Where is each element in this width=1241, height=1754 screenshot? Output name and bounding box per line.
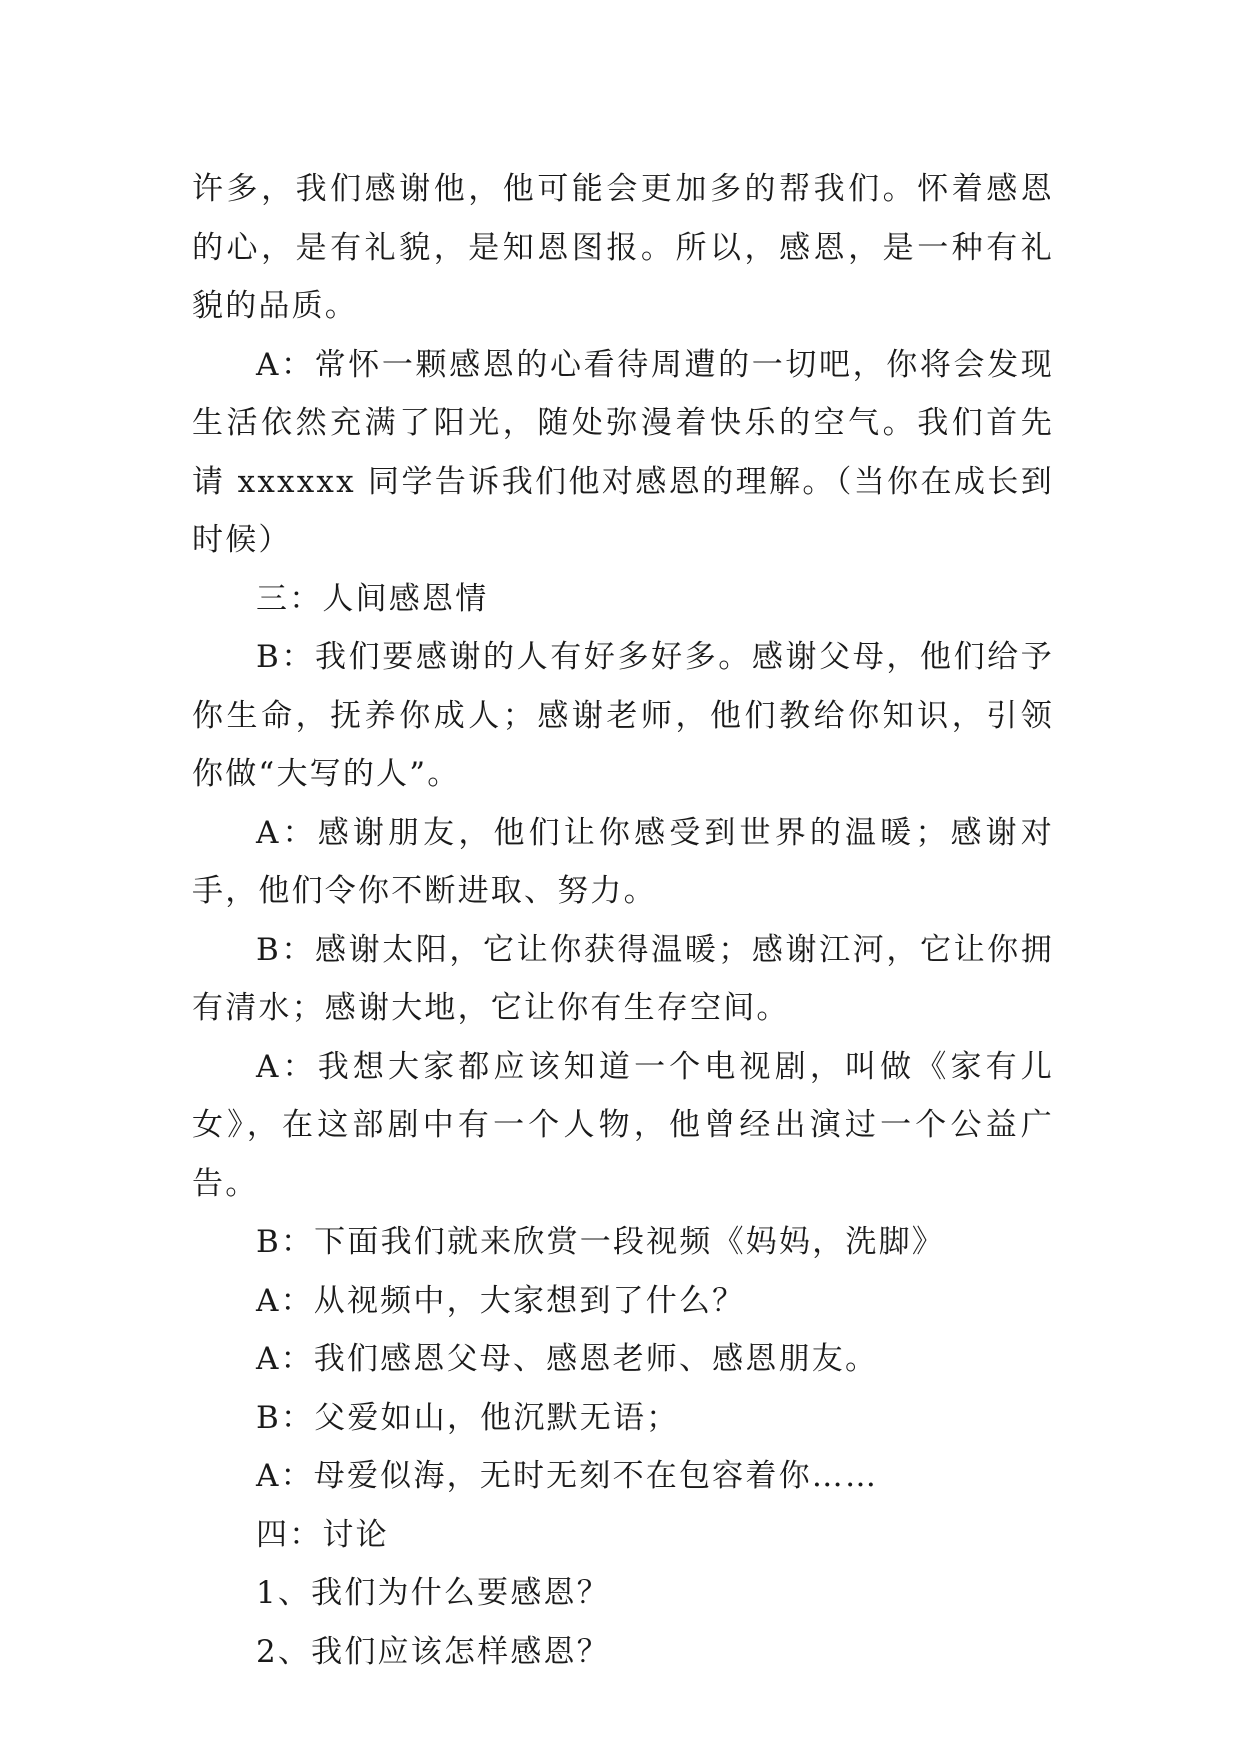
discussion-item-1: 1、我们为什么要感恩？ — [256, 1575, 610, 1611]
paragraph-a-question: A：从视频中，大家想到了什么？ — [256, 1282, 746, 1319]
paragraph-a-mother: A：母爱似海，无时无刻不在包容着你…… — [256, 1458, 879, 1494]
paragraph-a-gratitude-heart: A：常怀一颗感恩的心看待周遭的一切吧，你将会发现生活依然充满了阳光，随处弥漫着快乐的空气。我们首先请 xxxxxx 同学告诉我们他对感恩的理解。（当你在成长到时候） — [192, 346, 1054, 558]
paragraph-a-thank-all: A：我们感恩父母、感恩老师、感恩朋友。 — [256, 1341, 879, 1377]
document-body — [192, 160, 1054, 1681]
section-heading-4: 四：讨论 — [256, 1516, 389, 1553]
discussion-item-2: 2、我们应该怎样感恩？ — [256, 1633, 610, 1670]
paragraph-a-tv-drama: A：我想大家都应该知道一个电视剧，叫做《家有儿女》，在这部剧中有一个人物，他曾经出演过一个公益广告。 — [192, 1048, 1054, 1202]
paragraph-b-father: B：父爱如山，他沉默无语； — [256, 1399, 680, 1436]
paragraph-b-video: B：下面我们就来欣赏一段视频《妈妈，洗脚》 — [256, 1224, 945, 1260]
paragraph-a-thank-friends: A：感谢朋友，他们让你感受到世界的温暖；感谢对手，他们令你不断进取、努力。 — [192, 814, 1054, 909]
paragraph-b-thank-people: B：我们要感谢的人有好多好多。感谢父母，他们给予你生命，抚养你成人；感谢老师，他们教给你知识，引领你做“大写的人”。 — [192, 639, 1054, 792]
paragraph-continuation: 许多，我们感谢他，他可能会更加多的帮我们。怀着感恩的心，是有礼貌，是知恩图报。所以，感恩，是一种有礼貌的品质。 — [192, 171, 1054, 324]
paragraph-b-thank-nature: B：感谢太阳，它让你获得温暖；感谢江河，它让你拥有清水；感谢大地，它让你有生存空间。 — [192, 931, 1054, 1026]
section-heading-3: 三：人间感恩情 — [256, 580, 489, 617]
